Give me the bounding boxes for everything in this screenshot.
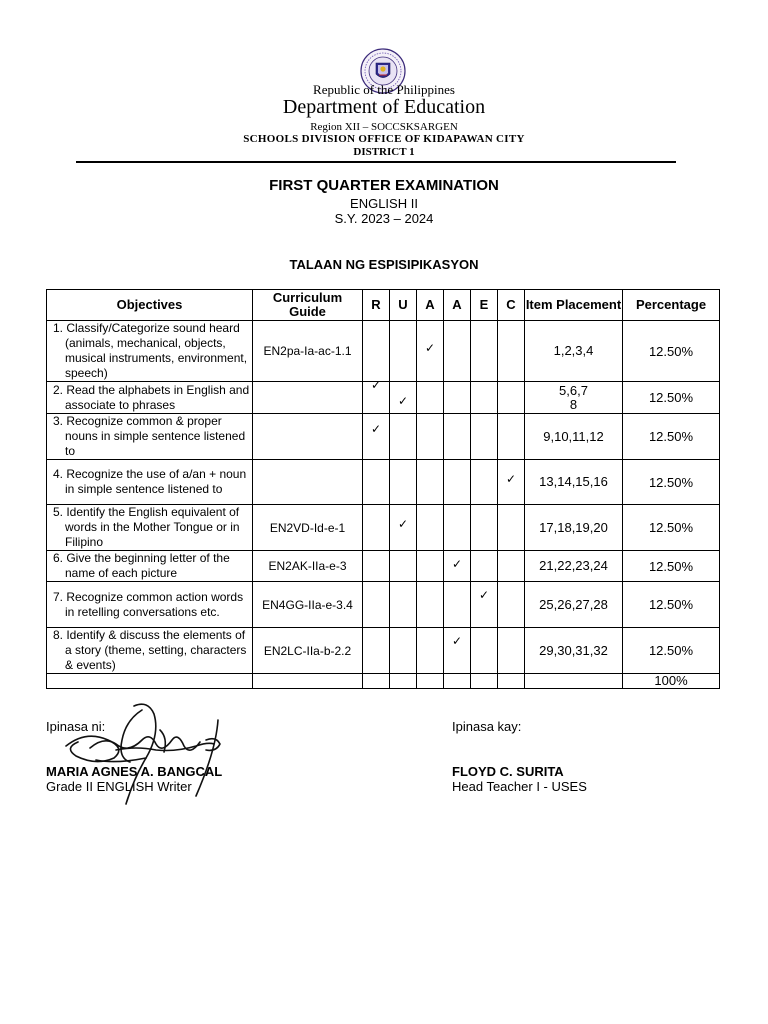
curriculum-guide-cell (253, 382, 363, 414)
header-objectives: Objectives (47, 290, 253, 321)
table-row (47, 414, 720, 460)
header-a1: A (417, 290, 444, 321)
a2-cell (444, 505, 471, 551)
u-cell (390, 382, 417, 414)
curriculum-guide-cell (253, 460, 363, 505)
check-mark-icon: ✓ (370, 378, 382, 392)
curriculum-guide-cell: EN2VD-Id-e-1 (253, 505, 363, 551)
total-empty-cell (444, 674, 471, 689)
objective-cell: 2. Read the alphabets in English and associate to phrases (47, 382, 253, 414)
item-placement-cell (525, 382, 623, 414)
table-row (47, 551, 720, 582)
e-cell (471, 382, 498, 414)
total-empty-cell (363, 674, 390, 689)
submitted-by-label: Ipinasa ni: (46, 719, 106, 734)
r-cell (363, 378, 390, 414)
objective-cell: 6. Give the beginning letter of the name of each picture (47, 551, 253, 582)
a1-cell (417, 382, 444, 414)
handwritten-signature-icon (56, 700, 236, 810)
a1-cell (417, 582, 444, 628)
a1-cell (417, 628, 444, 674)
total-empty-cell (417, 674, 444, 689)
header-curriculum-guide: Curriculum Guide (253, 290, 363, 321)
objective-cell: 3. Recognize common & proper nouns in simple sentence listened to (47, 414, 253, 460)
header-r: R (363, 290, 390, 321)
header-item-placement: Item Placement (525, 290, 623, 321)
objective-cell: 1. Classify/Categorize sound heard (animals, mechanical, objects, musical instruments, environment, speech) (47, 321, 253, 382)
table-row (47, 628, 720, 674)
a1-cell (417, 321, 444, 382)
c-cell (498, 582, 525, 628)
curriculum-guide-cell (253, 414, 363, 460)
check-mark-icon: ✓ (478, 588, 490, 602)
item-placement-line-1: 5,6,7 (559, 382, 588, 398)
item-placement-line-2: 8 (569, 396, 578, 412)
c-cell (498, 321, 525, 382)
e-cell (471, 582, 498, 628)
table-row (47, 382, 720, 414)
table-row (47, 505, 720, 551)
total-empty-cell (253, 674, 363, 689)
check-mark-icon: ✓ (424, 341, 436, 355)
table-row (47, 321, 720, 382)
a2-cell (444, 582, 471, 628)
r-cell (363, 582, 390, 628)
r-cell (363, 505, 390, 551)
a2-cell (444, 460, 471, 505)
a2-cell (444, 321, 471, 382)
r-cell (363, 460, 390, 505)
table-total-row (47, 674, 720, 689)
a1-cell (417, 414, 444, 460)
a1-cell (417, 505, 444, 551)
submitted-to-name: FLOYD C. SURITA (452, 764, 564, 779)
percentage-cell: 12.50% (623, 414, 720, 460)
check-mark-icon: ✓ (370, 422, 382, 436)
u-cell (390, 321, 417, 382)
percentage-cell: 12.50% (623, 321, 720, 382)
table-row (47, 460, 720, 505)
e-cell (471, 505, 498, 551)
check-mark-icon: ✓ (505, 472, 517, 486)
check-mark-icon: ✓ (451, 557, 463, 571)
total-empty-cell (47, 674, 253, 689)
letterhead-department: Department of Education (282, 96, 486, 118)
c-cell (498, 414, 525, 460)
c-cell (498, 505, 525, 551)
submitted-to-role: Head Teacher I - USES (452, 779, 587, 794)
objective-cell: 7. Recognize common action words in retelling conversations etc. (47, 582, 253, 628)
total-empty-cell (471, 674, 498, 689)
percentage-cell: 12.50% (623, 628, 720, 674)
a2-cell (444, 382, 471, 414)
a1-cell (417, 551, 444, 582)
a1-cell (417, 460, 444, 505)
r-cell (363, 321, 390, 382)
curriculum-guide-cell: EN4GG-IIa-e-3.4 (253, 582, 363, 628)
percentage-cell: 12.50% (623, 582, 720, 628)
u-cell (390, 551, 417, 582)
header-c: C (498, 290, 525, 321)
table-title: TALAAN NG ESPISIPIKASYON (289, 257, 479, 272)
exam-school-year: S.Y. 2023 – 2024 (334, 211, 434, 226)
c-cell (498, 460, 525, 505)
e-cell (471, 460, 498, 505)
u-cell (390, 505, 417, 551)
e-cell (471, 628, 498, 674)
a2-cell (444, 551, 471, 582)
exam-subject: ENGLISH II (350, 196, 418, 211)
total-empty-cell (390, 674, 417, 689)
letterhead-republic: Republic of the Philippines (313, 82, 455, 97)
a2-cell (444, 628, 471, 674)
objective-cell: 8. Identify & discuss the elements of a story (theme, setting, characters & events) (47, 628, 253, 674)
total-percentage-cell: 100% (623, 674, 720, 689)
submitted-by-role: Grade II ENGLISH Writer (46, 779, 192, 794)
item-placement-cell: 13,14,15,16 (525, 460, 623, 505)
table-header-row (47, 290, 720, 321)
u-cell (390, 414, 417, 460)
table-row (47, 582, 720, 628)
header-u: U (390, 290, 417, 321)
r-cell (363, 628, 390, 674)
percentage-cell: 12.50% (623, 460, 720, 505)
header-a2: A (444, 290, 471, 321)
item-placement-cell: 9,10,11,12 (525, 414, 623, 460)
submitted-by-name: MARIA AGNES A. BANGCAL (46, 764, 223, 779)
item-placement-cell: 1,2,3,4 (525, 321, 623, 382)
c-cell (498, 382, 525, 414)
r-cell (363, 551, 390, 582)
curriculum-guide-cell: EN2pa-Ia-ac-1.1 (253, 321, 363, 382)
curriculum-guide-cell: EN2LC-IIa-b-2.2 (253, 628, 363, 674)
percentage-cell: 12.50% (623, 382, 720, 414)
check-mark-icon: ✓ (451, 634, 463, 648)
a2-cell (444, 414, 471, 460)
r-cell (363, 414, 390, 460)
objective-cell: 4. Recognize the use of a/an + noun in simple sentence listened to (47, 460, 253, 505)
u-cell (390, 582, 417, 628)
e-cell (471, 321, 498, 382)
total-empty-cell (498, 674, 525, 689)
c-cell (498, 628, 525, 674)
u-cell (390, 628, 417, 674)
item-placement-cell: 17,18,19,20 (525, 505, 623, 551)
objective-cell: 5. Identify the English equivalent of words in the Mother Tongue or in Filipino (47, 505, 253, 551)
percentage-cell: 12.50% (623, 551, 720, 582)
total-empty-cell (525, 674, 623, 689)
e-cell (471, 414, 498, 460)
c-cell (498, 551, 525, 582)
check-mark-icon: ✓ (397, 394, 409, 408)
submitted-to-label: Ipinasa kay: (452, 719, 522, 734)
item-placement-cell: 21,22,23,24 (525, 551, 623, 582)
exam-title: FIRST QUARTER EXAMINATION (269, 177, 499, 194)
header-percentage: Percentage (623, 290, 720, 321)
curriculum-guide-cell: EN2AK-IIa-e-3 (253, 551, 363, 582)
item-placement-cell: 29,30,31,32 (525, 628, 623, 674)
e-cell (471, 551, 498, 582)
check-mark-icon: ✓ (397, 517, 409, 531)
letterhead-divider (76, 161, 676, 163)
percentage-cell: 12.50% (623, 505, 720, 551)
letterhead-region: Region XII – SOCCSKSARGEN (310, 121, 458, 133)
letterhead-division: SCHOOLS DIVISION OFFICE OF KIDAPAWAN CITY (243, 133, 525, 145)
letterhead-district: DISTRICT 1 (353, 146, 415, 158)
item-placement-cell: 25,26,27,28 (525, 582, 623, 628)
u-cell (390, 460, 417, 505)
specification-table (46, 289, 720, 689)
header-e: E (471, 290, 498, 321)
